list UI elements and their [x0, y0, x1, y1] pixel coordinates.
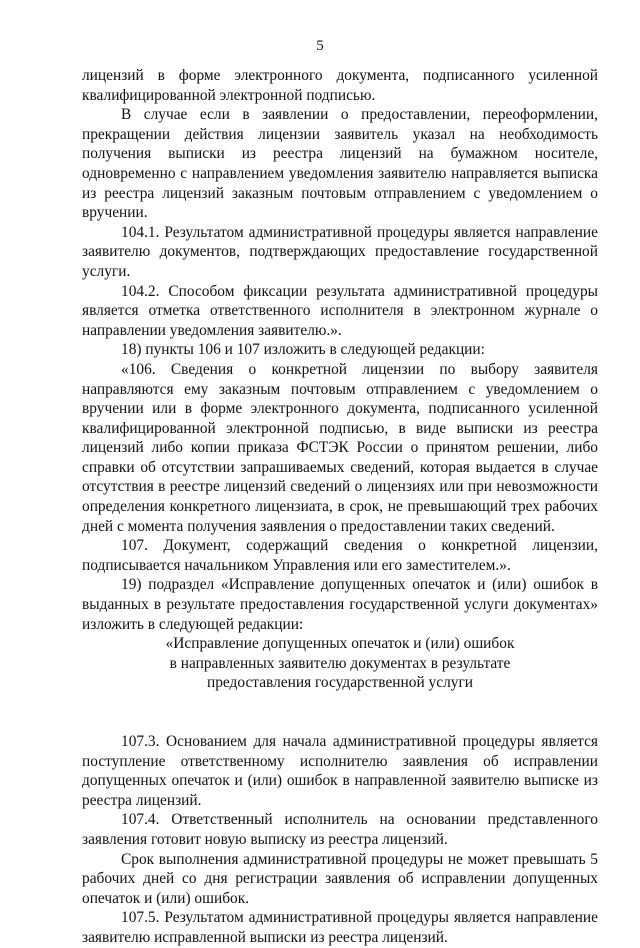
paragraph-107-5: 107.5. Результатом административной процедуры является направление заявителю исправленной выписки из реестра лицензий. — [82, 909, 598, 946]
paragraph-deadline: Срок выполнения административной процедуры не может превышать 5 рабочих дней со дня регистрации заявления об исправлении допущенных опечаток и (или) ошибок. — [82, 850, 598, 907]
paragraph-item-19: 19) подраздел «Исправление допущенных опечаток и (или) ошибок в выданных в результате предоставления государственной услуги документах» изложить в следующей редакции: — [82, 576, 598, 633]
paragraph-107-3: 107.3. Основанием для начала административной процедуры является поступление ответственному исполнителю заявления об исправлении допущенных опечаток и (или) ошибок в направленной заявителю выписке из реестра лицензий. — [82, 733, 598, 809]
paragraph-continuation: лицензий в форме электронного документа, подписанного усиленной квалифицированной электронной подписью. — [82, 67, 598, 104]
subsection-heading-line-1: «Исправление допущенных опечаток и (или) ошибок — [165, 635, 515, 653]
paragraph-107-4: 107.4. Ответственный исполнитель на основании представленного заявления готовит новую выписку из реестра лицензий. — [82, 811, 598, 848]
document-body — [82, 66, 598, 948]
paragraph-106: «106. Сведения о конкретной лицензии по выбору заявителя направляются ему заказным почтовым отправлением с уведомлением о вручении или в форме электронного документа, подписанного усиленной квалифицированной электронной подписью, в виде выписки из реестра лицензий либо копии приказа ФСТЭК России о принятом решении, либо справки об отсутствии запрашиваемых сведений, которая выдается в случае отсутствия в реестре лицензий сведений о лицензиях или при невозможности определения конкретного лицензиата, в срок, не превышающий трех рабочих дней с момента получения заявления о предоставлении таких сведений. — [82, 360, 598, 535]
subsection-heading-line-3: предоставления государственной услуги — [206, 674, 473, 692]
paragraph-104-2: 104.2. Способом фиксации результата административной процедуры является отметка ответственного исполнителя в электронном журнале о направлении уведомления заявителю.». — [82, 282, 598, 339]
paragraph-paper-extract: В случае если в заявлении о предоставлении, переоформлении, прекращении действия лицензии заявитель указал на необходимость получения выписки из реестра лицензий на бумажном носителе, одновременно с направлением уведомления заявителю направляется выписка из реестра лицензий заказным почтовым отправлением с уведомлением о вручении. — [82, 106, 598, 222]
paragraph-104-1: 104.1. Результатом административной процедуры является направление заявителю документов, подтверждающих предоставление государственной услуги. — [82, 223, 598, 280]
paragraph-item-18: 18) пункты 106 и 107 изложить в следующей редакции: — [121, 341, 485, 359]
paragraph-107: 107. Документ, содержащий сведения о конкретной лицензии, подписывается начальником Управления или его заместителем.». — [82, 537, 598, 574]
page-number: 5 — [316, 38, 324, 54]
subsection-heading-line-2: в направленных заявителю документах в результате — [169, 654, 511, 672]
